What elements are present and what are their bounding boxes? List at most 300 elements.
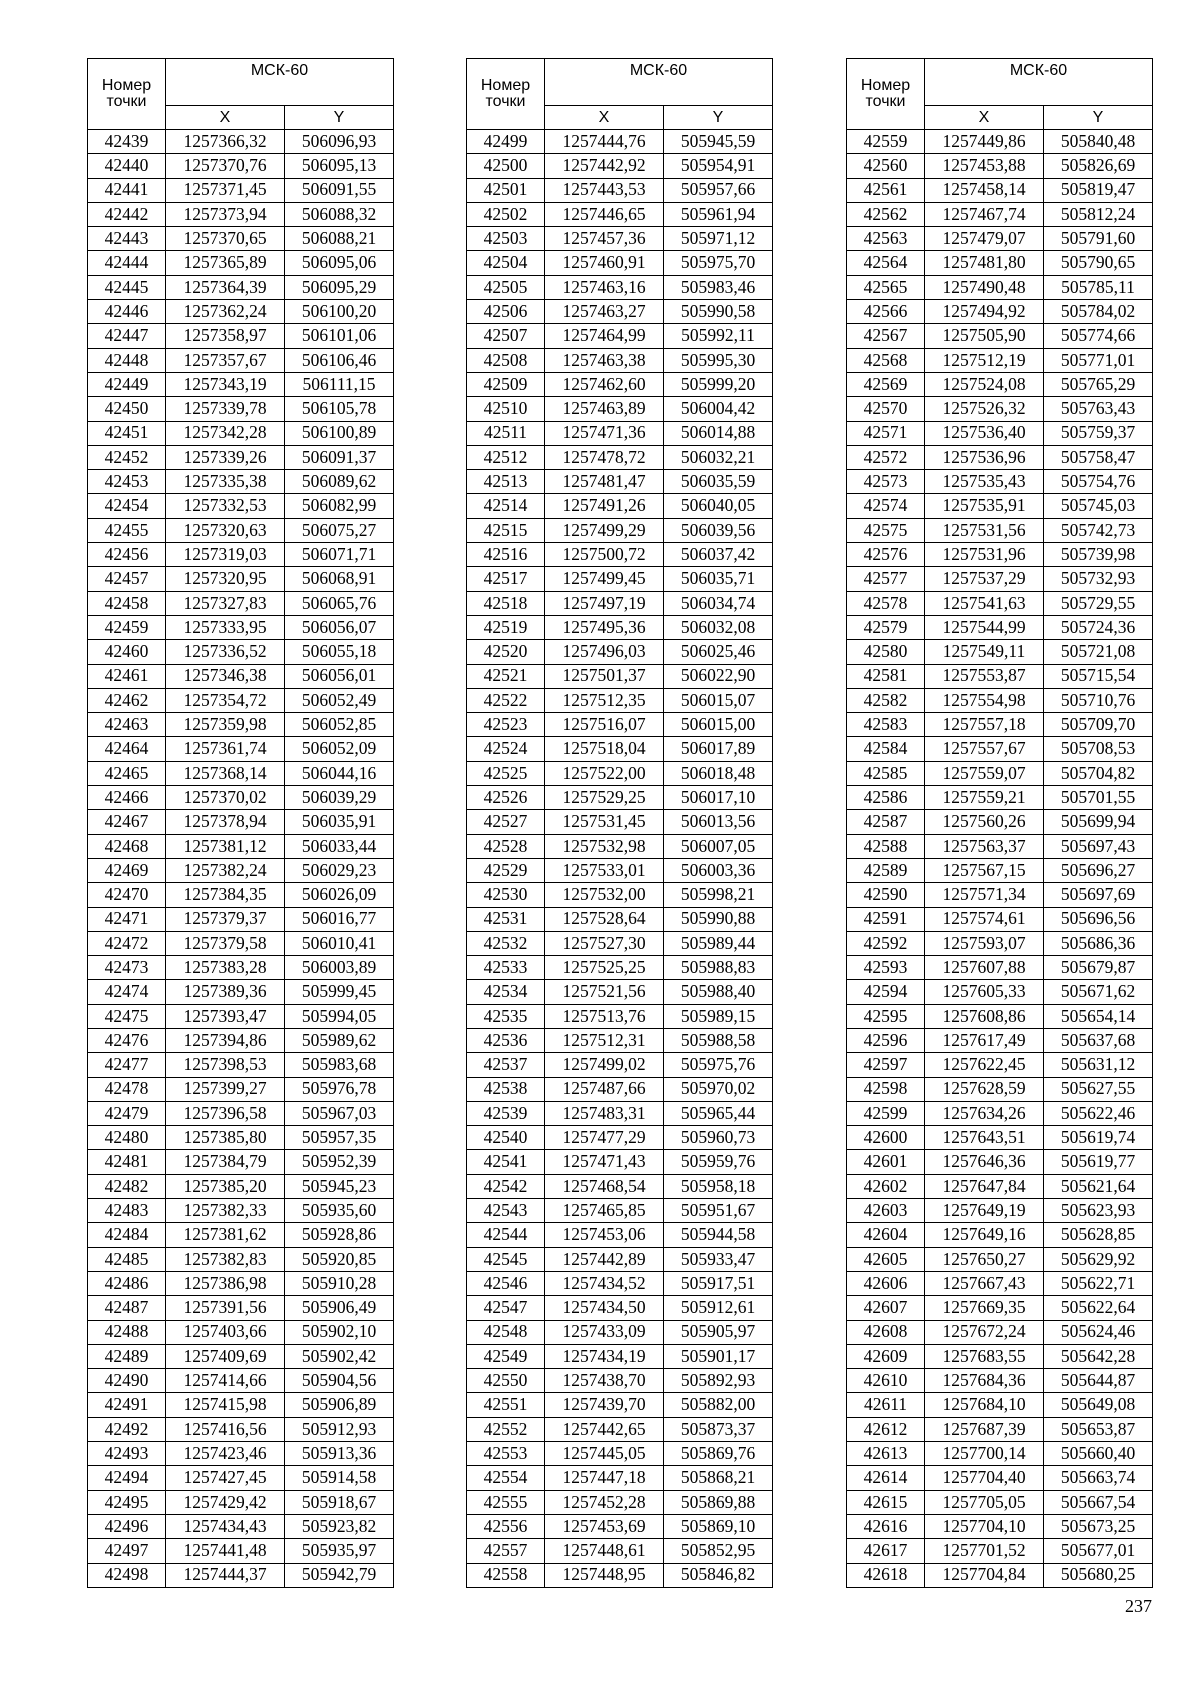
point-number-cell: 42607 (847, 1296, 925, 1320)
x-coordinate-cell: 1257553,87 (925, 664, 1044, 688)
y-coordinate-cell: 506022,90 (664, 664, 773, 688)
x-coordinate-cell: 1257526,32 (925, 397, 1044, 421)
x-coordinate-cell: 1257423,46 (166, 1442, 285, 1466)
point-number-cell: 42566 (847, 300, 925, 324)
x-coordinate-cell: 1257414,66 (166, 1369, 285, 1393)
point-number-cell: 42592 (847, 931, 925, 955)
x-coordinate-cell: 1257650,27 (925, 1247, 1044, 1271)
table-row (467, 1028, 773, 1052)
table-row (467, 1199, 773, 1223)
x-coordinate-cell: 1257391,56 (166, 1296, 285, 1320)
point-number-cell: 42507 (467, 324, 545, 348)
point-number-cell: 42575 (847, 518, 925, 542)
x-coordinate-cell: 1257364,39 (166, 275, 285, 299)
table-row (88, 980, 394, 1004)
y-coordinate-cell: 506035,71 (664, 567, 773, 591)
table-row (88, 372, 394, 396)
y-coordinate-cell: 505724,36 (1044, 615, 1153, 639)
x-coordinate-cell: 1257442,89 (545, 1247, 664, 1271)
point-number-cell: 42535 (467, 1004, 545, 1028)
table-row (467, 664, 773, 688)
point-number-cell: 42458 (88, 591, 166, 615)
y-coordinate-cell: 505654,14 (1044, 1004, 1153, 1028)
y-coordinate-cell: 506039,56 (664, 518, 773, 542)
x-coordinate-cell: 1257516,07 (545, 713, 664, 737)
x-coordinate-cell: 1257533,01 (545, 858, 664, 882)
y-coordinate-cell: 505622,46 (1044, 1101, 1153, 1125)
x-coordinate-cell: 1257481,80 (925, 251, 1044, 275)
y-coordinate-cell: 505913,36 (285, 1442, 394, 1466)
y-coordinate-cell: 505686,36 (1044, 931, 1153, 955)
point-number-cell: 42580 (847, 640, 925, 664)
x-coordinate-cell: 1257649,16 (925, 1223, 1044, 1247)
table-row (847, 1150, 1153, 1174)
table-row (847, 397, 1153, 421)
point-number-cell: 42543 (467, 1199, 545, 1223)
table-row (88, 1369, 394, 1393)
table-row (88, 1320, 394, 1344)
x-coordinate-cell: 1257643,51 (925, 1126, 1044, 1150)
y-coordinate-cell: 505846,82 (664, 1563, 773, 1587)
x-coordinate-cell: 1257336,52 (166, 640, 285, 664)
y-coordinate-cell: 505994,05 (285, 1004, 394, 1028)
x-coordinate-cell: 1257427,45 (166, 1466, 285, 1490)
table-row (847, 1490, 1153, 1514)
x-coordinate-cell: 1257494,92 (925, 300, 1044, 324)
x-coordinate-cell: 1257403,66 (166, 1320, 285, 1344)
x-coordinate-cell: 1257467,74 (925, 202, 1044, 226)
x-coordinate-cell: 1257333,95 (166, 615, 285, 639)
table-row (467, 494, 773, 518)
point-number-cell: 42544 (467, 1223, 545, 1247)
x-coordinate-cell: 1257343,19 (166, 372, 285, 396)
y-coordinate-cell: 506026,09 (285, 883, 394, 907)
table-row (847, 275, 1153, 299)
x-coordinate-cell: 1257559,07 (925, 761, 1044, 785)
header-y: Y (1044, 106, 1153, 130)
x-coordinate-cell: 1257646,36 (925, 1150, 1044, 1174)
y-coordinate-cell: 505951,67 (664, 1199, 773, 1223)
x-coordinate-cell: 1257320,63 (166, 518, 285, 542)
x-coordinate-cell: 1257490,48 (925, 275, 1044, 299)
x-coordinate-cell: 1257396,58 (166, 1101, 285, 1125)
y-coordinate-cell: 506003,89 (285, 956, 394, 980)
point-number-cell: 42525 (467, 761, 545, 785)
point-number-cell: 42506 (467, 300, 545, 324)
y-coordinate-cell: 505990,58 (664, 300, 773, 324)
table-row (88, 591, 394, 615)
coordinates-table-2 (466, 58, 773, 1588)
x-coordinate-cell: 1257647,84 (925, 1174, 1044, 1198)
y-coordinate-cell: 505975,70 (664, 251, 773, 275)
table-row (847, 494, 1153, 518)
x-coordinate-cell: 1257531,56 (925, 518, 1044, 542)
y-coordinate-cell: 505667,54 (1044, 1490, 1153, 1514)
point-number-cell: 42561 (847, 178, 925, 202)
x-coordinate-cell: 1257528,64 (545, 907, 664, 931)
point-number-cell: 42500 (467, 154, 545, 178)
point-number-cell: 42489 (88, 1344, 166, 1368)
point-number-cell: 42471 (88, 907, 166, 931)
y-coordinate-cell: 505990,88 (664, 907, 773, 931)
x-coordinate-cell: 1257332,53 (166, 494, 285, 518)
y-coordinate-cell: 506052,09 (285, 737, 394, 761)
y-coordinate-cell: 505954,91 (664, 154, 773, 178)
x-coordinate-cell: 1257362,24 (166, 300, 285, 324)
table-row (467, 275, 773, 299)
point-number-cell: 42608 (847, 1320, 925, 1344)
y-coordinate-cell: 505971,12 (664, 227, 773, 251)
point-number-cell: 42475 (88, 1004, 166, 1028)
y-coordinate-cell: 505918,67 (285, 1490, 394, 1514)
x-coordinate-cell: 1257327,83 (166, 591, 285, 615)
table-row (467, 883, 773, 907)
point-number-cell: 42476 (88, 1028, 166, 1052)
x-coordinate-cell: 1257416,56 (166, 1417, 285, 1441)
point-number-cell: 42584 (847, 737, 925, 761)
x-coordinate-cell: 1257453,88 (925, 154, 1044, 178)
point-number-cell: 42499 (467, 130, 545, 154)
x-coordinate-cell: 1257453,06 (545, 1223, 664, 1247)
table-row (88, 470, 394, 494)
point-number-cell: 42537 (467, 1053, 545, 1077)
x-coordinate-cell: 1257481,47 (545, 470, 664, 494)
table-row (88, 761, 394, 785)
point-number-cell: 42526 (467, 786, 545, 810)
table-row (847, 130, 1153, 154)
table-row (847, 688, 1153, 712)
y-coordinate-cell: 506095,29 (285, 275, 394, 299)
point-number-cell: 42452 (88, 445, 166, 469)
point-number-cell: 42577 (847, 567, 925, 591)
y-coordinate-cell: 505621,64 (1044, 1174, 1153, 1198)
point-number-cell: 42616 (847, 1514, 925, 1538)
x-coordinate-cell: 1257365,89 (166, 251, 285, 275)
point-number-cell: 42460 (88, 640, 166, 664)
y-coordinate-cell: 506101,06 (285, 324, 394, 348)
y-coordinate-cell: 505653,87 (1044, 1417, 1153, 1441)
x-coordinate-cell: 1257501,37 (545, 664, 664, 688)
point-number-cell: 42450 (88, 397, 166, 421)
point-number-cell: 42548 (467, 1320, 545, 1344)
y-coordinate-cell: 505771,01 (1044, 348, 1153, 372)
table-row (88, 275, 394, 299)
table-row (847, 664, 1153, 688)
x-coordinate-cell: 1257398,53 (166, 1053, 285, 1077)
point-number-cell: 42481 (88, 1150, 166, 1174)
x-coordinate-cell: 1257409,69 (166, 1344, 285, 1368)
table-row (847, 956, 1153, 980)
y-coordinate-cell: 505754,76 (1044, 470, 1153, 494)
x-coordinate-cell: 1257458,14 (925, 178, 1044, 202)
point-number-cell: 42553 (467, 1442, 545, 1466)
x-coordinate-cell: 1257563,37 (925, 834, 1044, 858)
point-number-cell: 42578 (847, 591, 925, 615)
y-coordinate-cell: 505989,62 (285, 1028, 394, 1052)
table-row (467, 1539, 773, 1563)
y-coordinate-cell: 506096,93 (285, 130, 394, 154)
point-number-cell: 42588 (847, 834, 925, 858)
x-coordinate-cell: 1257478,72 (545, 445, 664, 469)
table-row (847, 713, 1153, 737)
table-row (467, 227, 773, 251)
x-coordinate-cell: 1257358,97 (166, 324, 285, 348)
y-coordinate-cell: 505882,00 (664, 1393, 773, 1417)
table-row (88, 1417, 394, 1441)
x-coordinate-cell: 1257471,36 (545, 421, 664, 445)
point-number-cell: 42446 (88, 300, 166, 324)
table-row (847, 178, 1153, 202)
table-row (467, 640, 773, 664)
point-number-cell: 42609 (847, 1344, 925, 1368)
x-coordinate-cell: 1257442,65 (545, 1417, 664, 1441)
table-row (467, 907, 773, 931)
y-coordinate-cell: 506015,07 (664, 688, 773, 712)
x-coordinate-cell: 1257491,26 (545, 494, 664, 518)
point-number-cell: 42586 (847, 786, 925, 810)
y-coordinate-cell: 506017,10 (664, 786, 773, 810)
point-number-cell: 42457 (88, 567, 166, 591)
y-coordinate-cell: 505759,37 (1044, 421, 1153, 445)
table-row (88, 834, 394, 858)
point-number-cell: 42454 (88, 494, 166, 518)
table-row (847, 1053, 1153, 1077)
table-row (467, 688, 773, 712)
point-number-cell: 42541 (467, 1150, 545, 1174)
point-number-cell: 42456 (88, 543, 166, 567)
table-row (847, 1296, 1153, 1320)
table-row (88, 1466, 394, 1490)
table-row (467, 372, 773, 396)
point-number-cell: 42517 (467, 567, 545, 591)
point-number-cell: 42498 (88, 1563, 166, 1587)
point-number-cell: 42522 (467, 688, 545, 712)
point-number-cell: 42464 (88, 737, 166, 761)
y-coordinate-cell: 505660,40 (1044, 1442, 1153, 1466)
y-coordinate-cell: 505673,25 (1044, 1514, 1153, 1538)
x-coordinate-cell: 1257560,26 (925, 810, 1044, 834)
y-coordinate-cell: 505710,76 (1044, 688, 1153, 712)
x-coordinate-cell: 1257704,84 (925, 1563, 1044, 1587)
table-row (467, 397, 773, 421)
x-coordinate-cell: 1257607,88 (925, 956, 1044, 980)
y-coordinate-cell: 506029,23 (285, 858, 394, 882)
point-number-cell: 42587 (847, 810, 925, 834)
point-number-cell: 42563 (847, 227, 925, 251)
y-coordinate-cell: 505988,83 (664, 956, 773, 980)
x-coordinate-cell: 1257462,60 (545, 372, 664, 396)
y-coordinate-cell: 506088,21 (285, 227, 394, 251)
table-row (467, 1077, 773, 1101)
y-coordinate-cell: 505663,74 (1044, 1466, 1153, 1490)
y-coordinate-cell: 505765,29 (1044, 372, 1153, 396)
table-row (847, 567, 1153, 591)
table-row (88, 956, 394, 980)
table-row (88, 786, 394, 810)
y-coordinate-cell: 505957,35 (285, 1126, 394, 1150)
x-coordinate-cell: 1257536,40 (925, 421, 1044, 445)
x-coordinate-cell: 1257346,38 (166, 664, 285, 688)
y-coordinate-cell: 505701,55 (1044, 786, 1153, 810)
x-coordinate-cell: 1257667,43 (925, 1271, 1044, 1295)
table-row (847, 1417, 1153, 1441)
y-coordinate-cell: 506032,08 (664, 615, 773, 639)
y-coordinate-cell: 505696,27 (1044, 858, 1153, 882)
y-coordinate-cell: 506037,42 (664, 543, 773, 567)
table-row (467, 1466, 773, 1490)
point-number-cell: 42439 (88, 130, 166, 154)
y-coordinate-cell: 505742,73 (1044, 518, 1153, 542)
table-row (88, 1490, 394, 1514)
point-number-cell: 42570 (847, 397, 925, 421)
y-coordinate-cell: 505935,60 (285, 1199, 394, 1223)
point-number-cell: 42617 (847, 1539, 925, 1563)
y-coordinate-cell: 506100,20 (285, 300, 394, 324)
point-number-cell: 42442 (88, 202, 166, 226)
y-coordinate-cell: 505914,58 (285, 1466, 394, 1490)
point-number-cell: 42467 (88, 810, 166, 834)
point-number-cell: 42451 (88, 421, 166, 445)
x-coordinate-cell: 1257381,62 (166, 1223, 285, 1247)
table-row (467, 761, 773, 785)
table-row (467, 1514, 773, 1538)
header-coordinate-system: МСК-60 (545, 59, 773, 106)
x-coordinate-cell: 1257434,50 (545, 1296, 664, 1320)
table-row (467, 1563, 773, 1587)
table-row (88, 518, 394, 542)
table-row (467, 324, 773, 348)
y-coordinate-cell: 505958,18 (664, 1174, 773, 1198)
x-coordinate-cell: 1257544,99 (925, 615, 1044, 639)
point-number-cell: 42503 (467, 227, 545, 251)
x-coordinate-cell: 1257393,47 (166, 1004, 285, 1028)
x-coordinate-cell: 1257441,48 (166, 1539, 285, 1563)
point-number-cell: 42615 (847, 1490, 925, 1514)
x-coordinate-cell: 1257460,91 (545, 251, 664, 275)
y-coordinate-cell: 505933,47 (664, 1247, 773, 1271)
y-coordinate-cell: 506035,59 (664, 470, 773, 494)
y-coordinate-cell: 505763,43 (1044, 397, 1153, 421)
y-coordinate-cell: 506111,15 (285, 372, 394, 396)
point-number-cell: 42589 (847, 858, 925, 882)
table-row (88, 1247, 394, 1271)
point-number-cell: 42473 (88, 956, 166, 980)
x-coordinate-cell: 1257434,43 (166, 1514, 285, 1538)
x-coordinate-cell: 1257649,19 (925, 1199, 1044, 1223)
y-coordinate-cell: 505989,44 (664, 931, 773, 955)
y-coordinate-cell: 505680,25 (1044, 1563, 1153, 1587)
table-row (88, 445, 394, 469)
table-row (467, 251, 773, 275)
table-row (467, 591, 773, 615)
table-row (467, 615, 773, 639)
x-coordinate-cell: 1257447,18 (545, 1466, 664, 1490)
point-number-cell: 42508 (467, 348, 545, 372)
y-coordinate-cell: 506014,88 (664, 421, 773, 445)
point-number-cell: 42509 (467, 372, 545, 396)
x-coordinate-cell: 1257687,39 (925, 1417, 1044, 1441)
point-number-cell: 42445 (88, 275, 166, 299)
table-row (467, 834, 773, 858)
y-coordinate-cell: 505920,85 (285, 1247, 394, 1271)
y-coordinate-cell: 505649,08 (1044, 1393, 1153, 1417)
page-number: 237 (1125, 1596, 1152, 1616)
point-number-cell: 42551 (467, 1393, 545, 1417)
table-row (88, 202, 394, 226)
x-coordinate-cell: 1257370,65 (166, 227, 285, 251)
point-number-cell: 42513 (467, 470, 545, 494)
point-number-cell: 42470 (88, 883, 166, 907)
point-number-cell: 42505 (467, 275, 545, 299)
x-coordinate-cell: 1257370,76 (166, 154, 285, 178)
table-row (467, 786, 773, 810)
x-coordinate-cell: 1257634,26 (925, 1101, 1044, 1125)
table-row (847, 324, 1153, 348)
y-coordinate-cell: 506095,06 (285, 251, 394, 275)
y-coordinate-cell: 505812,24 (1044, 202, 1153, 226)
x-coordinate-cell: 1257383,28 (166, 956, 285, 980)
x-coordinate-cell: 1257683,55 (925, 1344, 1044, 1368)
x-coordinate-cell: 1257445,05 (545, 1442, 664, 1466)
table-row (847, 1466, 1153, 1490)
x-coordinate-cell: 1257394,86 (166, 1028, 285, 1052)
table-row (88, 251, 394, 275)
x-coordinate-cell: 1257541,63 (925, 591, 1044, 615)
y-coordinate-cell: 506015,00 (664, 713, 773, 737)
table-row (467, 1490, 773, 1514)
point-number-cell: 42599 (847, 1101, 925, 1125)
point-number-cell: 42593 (847, 956, 925, 980)
x-coordinate-cell: 1257495,36 (545, 615, 664, 639)
x-coordinate-cell: 1257557,67 (925, 737, 1044, 761)
point-number-cell: 42472 (88, 931, 166, 955)
table-row (88, 1028, 394, 1052)
point-number-cell: 42542 (467, 1174, 545, 1198)
x-coordinate-cell: 1257704,10 (925, 1514, 1044, 1538)
y-coordinate-cell: 506003,36 (664, 858, 773, 882)
x-coordinate-cell: 1257617,49 (925, 1028, 1044, 1052)
point-number-cell: 42474 (88, 980, 166, 1004)
table-row (467, 737, 773, 761)
y-coordinate-cell: 506065,76 (285, 591, 394, 615)
x-coordinate-cell: 1257382,33 (166, 1199, 285, 1223)
table-row (847, 1514, 1153, 1538)
table-row (88, 324, 394, 348)
table-row (467, 348, 773, 372)
x-coordinate-cell: 1257370,02 (166, 786, 285, 810)
y-coordinate-cell: 506095,13 (285, 154, 394, 178)
point-number-cell: 42581 (847, 664, 925, 688)
point-number-cell: 42532 (467, 931, 545, 955)
y-coordinate-cell: 505774,66 (1044, 324, 1153, 348)
table-row (467, 931, 773, 955)
x-coordinate-cell: 1257439,70 (545, 1393, 664, 1417)
x-coordinate-cell: 1257549,11 (925, 640, 1044, 664)
x-coordinate-cell: 1257463,27 (545, 300, 664, 324)
table-row (847, 761, 1153, 785)
table-row (847, 834, 1153, 858)
y-coordinate-cell: 505959,76 (664, 1150, 773, 1174)
y-coordinate-cell: 506071,71 (285, 543, 394, 567)
y-coordinate-cell: 506035,91 (285, 810, 394, 834)
point-number-cell: 42610 (847, 1369, 925, 1393)
table-row (88, 1344, 394, 1368)
point-number-cell: 42443 (88, 227, 166, 251)
x-coordinate-cell: 1257448,61 (545, 1539, 664, 1563)
table-row (847, 1174, 1153, 1198)
table-row (467, 1417, 773, 1441)
point-number-cell: 42529 (467, 858, 545, 882)
